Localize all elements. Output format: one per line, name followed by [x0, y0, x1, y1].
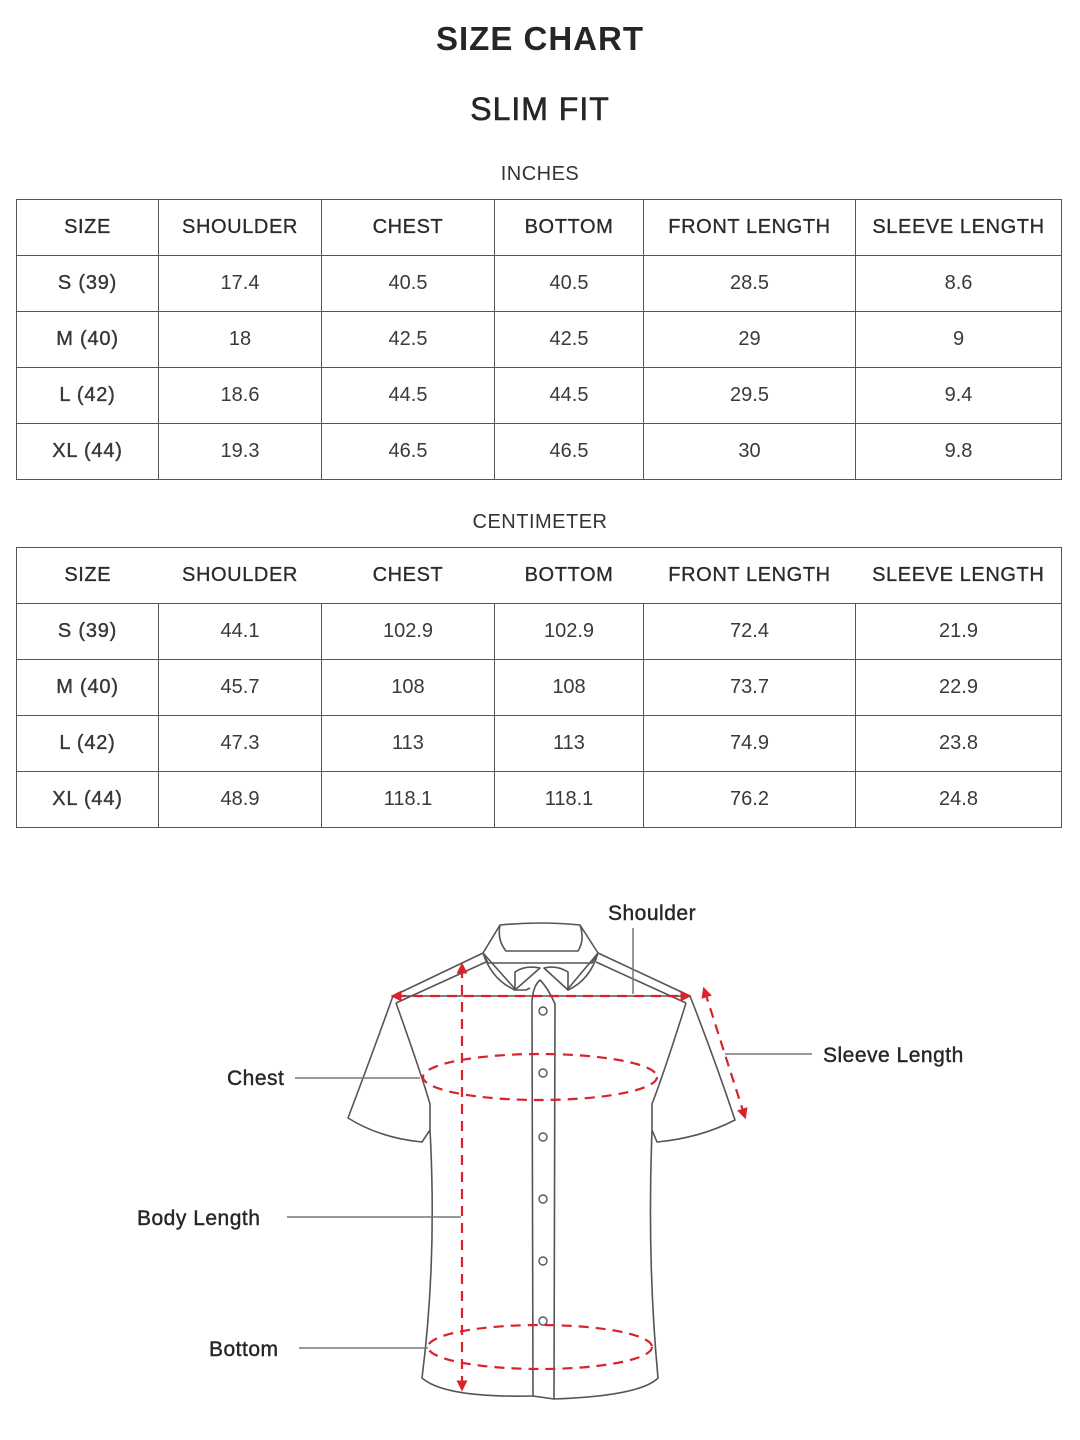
- shirt-measurement-diagram: [0, 870, 1080, 1440]
- table-row: [17, 368, 1062, 424]
- page-title: SIZE CHART: [436, 20, 644, 57]
- front-length-cell: 30: [644, 424, 856, 480]
- shoulder-cell: 47.3: [159, 716, 322, 772]
- size-cell: XL (44): [17, 424, 159, 480]
- sleeve-length-cell: 21.9: [856, 604, 1062, 660]
- shoulder-cell: 48.9: [159, 772, 322, 828]
- front-length-cell: 73.7: [644, 660, 856, 716]
- centimeter-size-table: [16, 547, 1062, 828]
- front-length-cell: 28.5: [644, 256, 856, 312]
- size-cell: L (42): [17, 368, 159, 424]
- column-header-size: SIZE: [17, 548, 159, 604]
- centimeter-table-caption: CENTIMETER: [472, 511, 608, 533]
- inches-size-table: [16, 199, 1062, 480]
- shoulder-cell: 17.4: [159, 256, 322, 312]
- chest-cell: 40.5: [322, 256, 495, 312]
- bottom-label: Bottom: [209, 1338, 279, 1361]
- bottom-cell: 113: [495, 716, 644, 772]
- chest-cell: 113: [322, 716, 495, 772]
- chest-cell: 46.5: [322, 424, 495, 480]
- table-header-row: [17, 200, 1062, 256]
- column-header-front-length: FRONT LENGTH: [644, 548, 856, 604]
- shoulder-cell: 45.7: [159, 660, 322, 716]
- table-row: [17, 772, 1062, 828]
- table-row: [17, 716, 1062, 772]
- shoulder-cell: 44.1: [159, 604, 322, 660]
- bottom-cell: 118.1: [495, 772, 644, 828]
- front-length-cell: 76.2: [644, 772, 856, 828]
- column-header-sleeve-length: SLEEVE LENGTH: [856, 200, 1062, 256]
- column-header-shoulder: SHOULDER: [159, 200, 322, 256]
- table-row: [17, 256, 1062, 312]
- shoulder-cell: 18: [159, 312, 322, 368]
- table-row: [17, 660, 1062, 716]
- chest-cell: 42.5: [322, 312, 495, 368]
- sleeve-length-cell: 22.9: [856, 660, 1062, 716]
- table-header-row: [17, 548, 1062, 604]
- size-cell: M (40): [17, 660, 159, 716]
- shirt-outline-icon: [348, 923, 735, 1399]
- size-cell: XL (44): [17, 772, 159, 828]
- column-header-front-length: FRONT LENGTH: [644, 200, 856, 256]
- front-length-cell: 72.4: [644, 604, 856, 660]
- sleeve-length-label: Sleeve Length: [823, 1044, 964, 1067]
- column-header-chest: CHEST: [322, 548, 495, 604]
- shoulder-cell: 19.3: [159, 424, 322, 480]
- sleeve-length-cell: 24.8: [856, 772, 1062, 828]
- column-header-shoulder: SHOULDER: [159, 548, 322, 604]
- chest-cell: 118.1: [322, 772, 495, 828]
- chest-measure-ellipse: [423, 1054, 657, 1100]
- bottom-cell: 108: [495, 660, 644, 716]
- bottom-cell: 40.5: [495, 256, 644, 312]
- chest-cell: 102.9: [322, 604, 495, 660]
- size-cell: S (39): [17, 256, 159, 312]
- table-row: [17, 604, 1062, 660]
- front-length-cell: 29: [644, 312, 856, 368]
- sleeve-length-cell: 23.8: [856, 716, 1062, 772]
- body-length-label: Body Length: [137, 1207, 261, 1230]
- sleeve-length-cell: 9.4: [856, 368, 1062, 424]
- bottom-cell: 46.5: [495, 424, 644, 480]
- column-header-sleeve-length: SLEEVE LENGTH: [856, 548, 1062, 604]
- chest-cell: 108: [322, 660, 495, 716]
- bottom-cell: 44.5: [495, 368, 644, 424]
- bottom-cell: 102.9: [495, 604, 644, 660]
- front-length-cell: 29.5: [644, 368, 856, 424]
- front-length-cell: 74.9: [644, 716, 856, 772]
- sleeve-length-cell: 9: [856, 312, 1062, 368]
- sleeve-length-cell: 9.8: [856, 424, 1062, 480]
- shoulder-cell: 18.6: [159, 368, 322, 424]
- chest-label: Chest: [227, 1067, 285, 1090]
- leader-lines: [287, 928, 812, 1348]
- column-header-bottom: BOTTOM: [495, 548, 644, 604]
- chest-cell: 44.5: [322, 368, 495, 424]
- inches-table-caption: INCHES: [500, 163, 580, 185]
- bottom-cell: 42.5: [495, 312, 644, 368]
- measurement-lines: [396, 968, 744, 1386]
- column-header-chest: CHEST: [322, 200, 495, 256]
- table-row: [17, 424, 1062, 480]
- size-cell: L (42): [17, 716, 159, 772]
- column-header-bottom: BOTTOM: [495, 200, 644, 256]
- sleeve-length-cell: 8.6: [856, 256, 1062, 312]
- fit-subtitle: SLIM FIT: [470, 91, 610, 127]
- table-row: [17, 312, 1062, 368]
- size-cell: M (40): [17, 312, 159, 368]
- column-header-size: SIZE: [17, 200, 159, 256]
- shoulder-label: Shoulder: [608, 902, 697, 925]
- size-cell: S (39): [17, 604, 159, 660]
